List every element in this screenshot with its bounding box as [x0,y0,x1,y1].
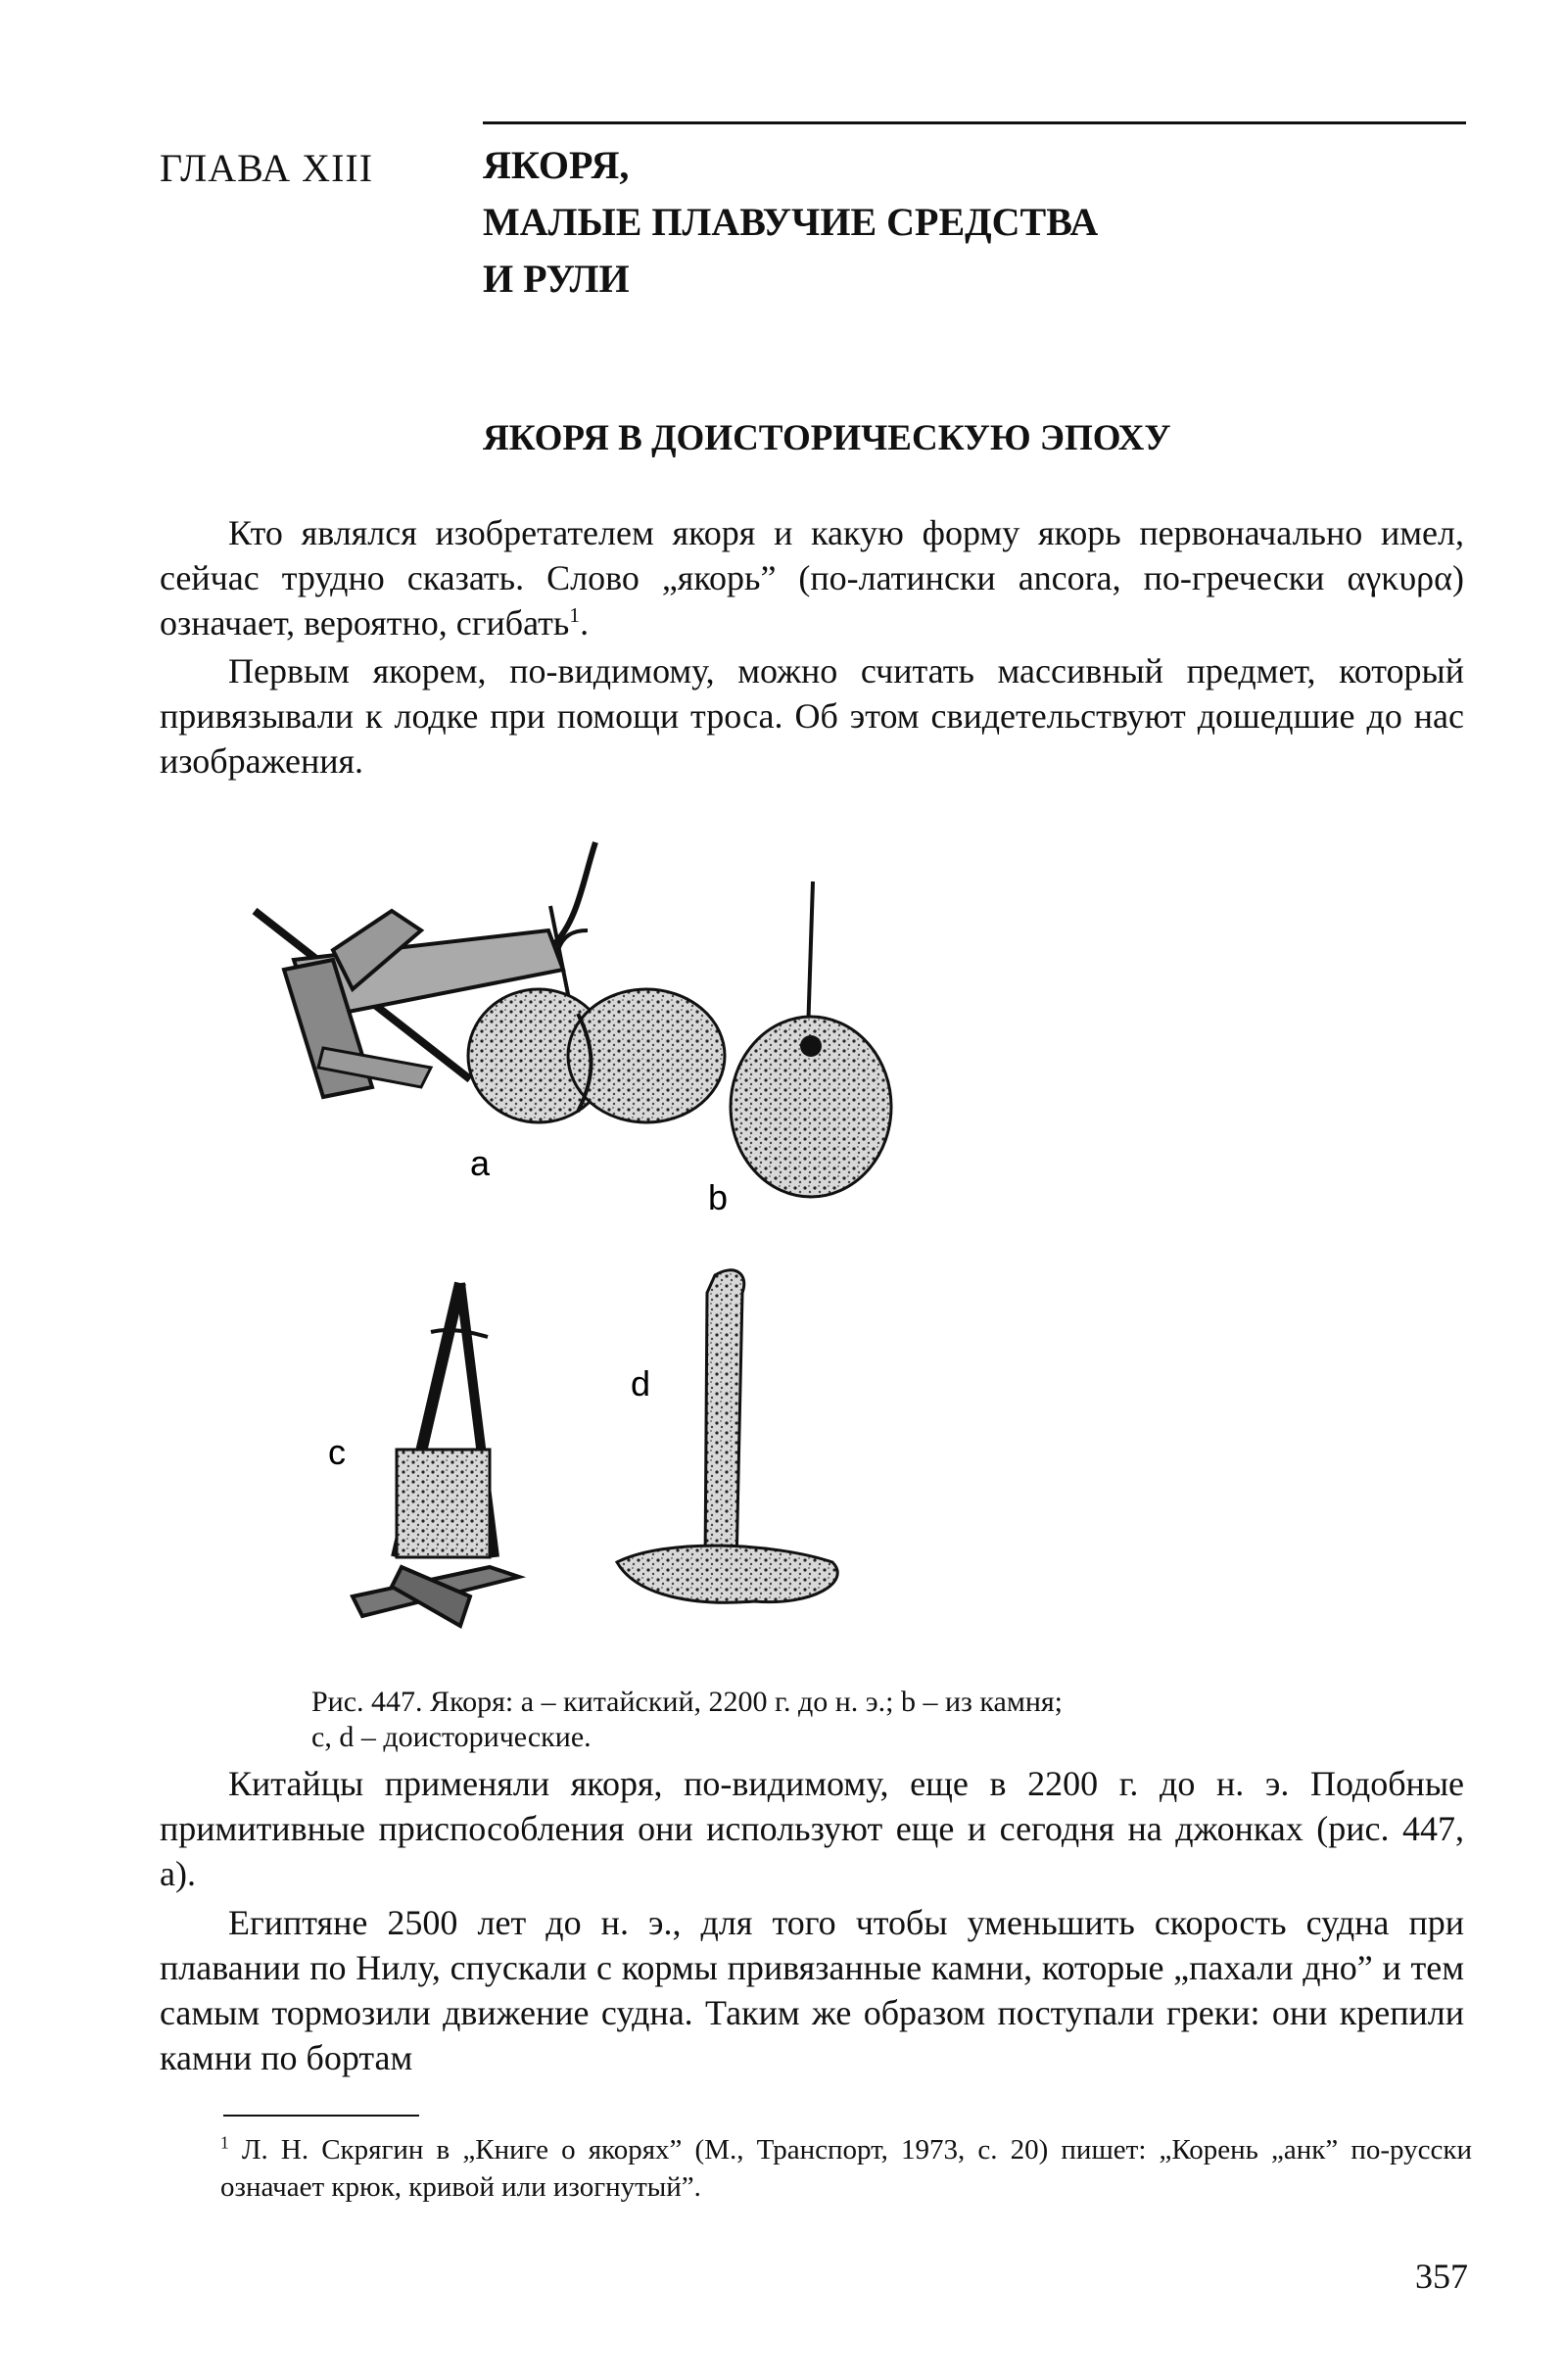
paragraph-3: Китайцы применяли якоря, по-видимому, еще в 2200 г. до н. э. Подобные примитивные приспособления они используют еще и сегодня на джонках (рис. 447, а). [160,1764,1464,1893]
chapter-title-line-2: МАЛЫЕ ПЛАВУЧИЕ СРЕДСТВА [483,200,1099,244]
figure-anchors [225,823,1381,1645]
figure-label-d: d [631,1363,651,1404]
paragraph-1-text: Кто являлся изобретателем якоря и какую форму якорь первоначально имел, сейчас трудно сказать. Слово „якорь” (по-латински ancora, по-гречески αγκυρα) означает, вероятно, сгибать [160,513,1464,643]
chapter-title [483,137,1098,308]
paragraph-2: Первым якорем, по-видимому, можно считать массивный предмет, который привязывали к лодке при помощи троса. Об этом свидетельствуют дошедшие до нас изображения. [160,651,1464,781]
paragraph-4: Египтяне 2500 лет до н. э., для того чтобы уменьшить скорость судна при плавании по Нилу, спускали с кормы привязанные камни, которые „пахали дно” и тем самым тормозили движение судна. Таким же образом поступали греки: они крепили камни по бортам [160,1903,1464,2077]
footnote-text: Л. Н. Скрягин в „Книге о якорях” (М., Транспорт, 1973, с. 20) пишет: „Корень „анк” по-русски означает крюк, кривой или изогнутый”. [220,2134,1473,2203]
footnote-marker: 1 [220,2132,229,2153]
footnote-reference: 1 [569,603,581,627]
figure-caption [311,1685,1063,1755]
figure-label-c: c [328,1432,346,1472]
figure-label-a: a [470,1143,491,1183]
footnote-rule [223,2115,419,2117]
stone-anchor-single-drawing [731,881,891,1197]
figure-label-b: b [708,1177,729,1217]
chapter-title-line-3: И РУЛИ [483,257,630,301]
footnote [220,2131,1472,2206]
figure-caption-line-2: c, d – доисторические. [311,1721,592,1753]
anchors-illustration [225,823,1381,1645]
frame-anchor-drawing [353,1283,519,1626]
chapter-title-line-1: ЯКОРЯ, [483,143,630,187]
chapter-label: ГЛАВА XIII [160,146,374,190]
t-anchor-drawing [617,1270,837,1602]
paragraph-1 [160,510,1464,645]
paragraph-1-end: . [580,603,590,643]
header-rule [483,121,1466,124]
section-title: ЯКОРЯ В ДОИСТОРИЧЕСКУЮ ЭПОХУ [483,418,1171,458]
page-number: 357 [1415,2257,1468,2296]
figure-caption-line-1: Рис. 447. Якоря: а – китайский, 2200 г. до н. э.; b – из камня; [311,1686,1064,1718]
